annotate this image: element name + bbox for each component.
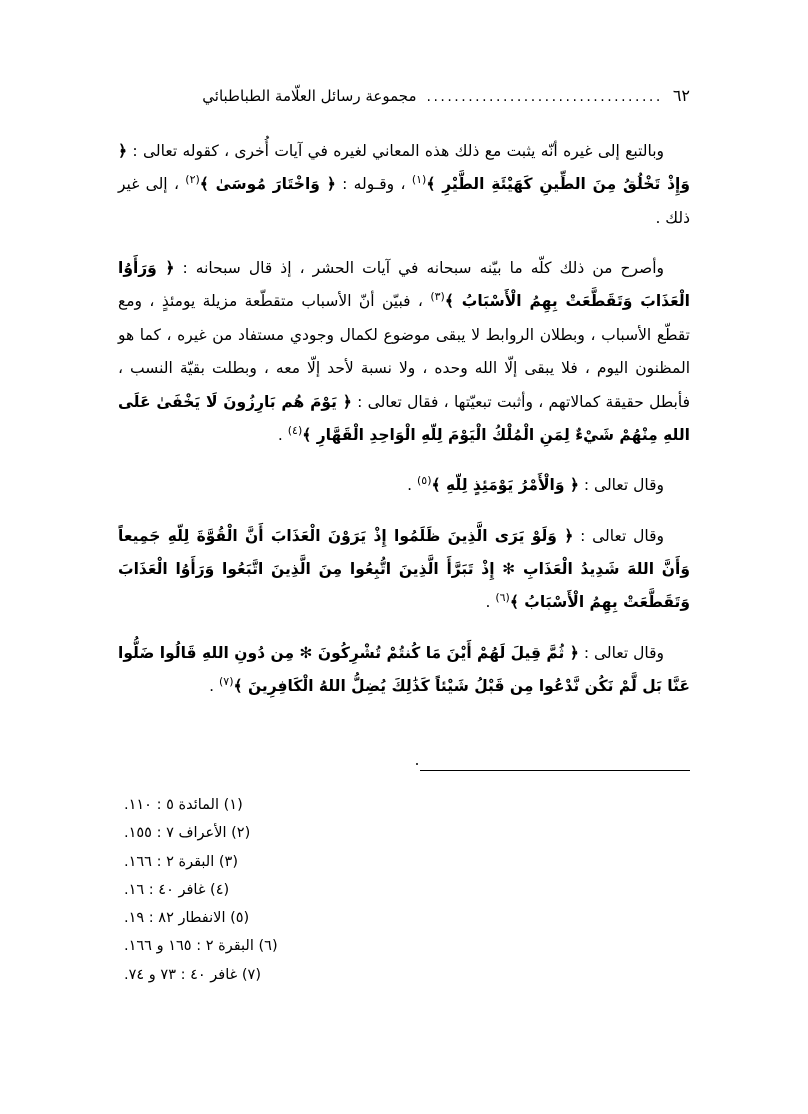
- footnote-marker: (٢): [226, 825, 251, 842]
- quran-quote: ﴿ يَوْمَ هُم بَارِزُونَ لَا يَخْفَىٰ عَلَى اللهِ مِنْهُمْ شَيْءٌ لِمَنِ الْمُلْكُ الْيَوْمَ لِلّهِ الْوَاحِدِ الْقَهَّارِ ﴾: [118, 392, 690, 444]
- text-run: وبالتبع إلى غيره أنّه يثبت مع ذلك هذه المعاني لغيره في آيات أُخرى ، كقوله تعالى :: [127, 142, 664, 160]
- footnote-marker: (٧): [237, 966, 261, 983]
- footnote-reference: (١): [411, 173, 427, 187]
- text-run: وقال تعالى :: [578, 643, 664, 662]
- footnote-text: الأعراف ٧ : ١٥٥.: [124, 825, 227, 842]
- footnote-item: [118, 904, 690, 932]
- footnote-text: غافر ٤٠ : ١٦.: [124, 881, 206, 898]
- footnote-list: [118, 791, 690, 989]
- text-run: .: [209, 677, 219, 696]
- footnote-marker: (١): [219, 797, 243, 813]
- footnote-reference: (٢): [185, 173, 200, 187]
- quran-quote: ﴿ وَرَأَوُا الْعَذَابَ وَتَقَطَّعَتْ بِهِمُ الْأَسْبَابُ ﴾: [118, 259, 690, 311]
- footnote-separator-dot: [416, 763, 418, 765]
- footnote-reference: (٥): [416, 474, 432, 488]
- quran-quote: ﴿ وَاخْتَارَ مُوسَىٰ ﴾: [199, 175, 336, 194]
- text-run: .: [277, 425, 288, 444]
- footnote-marker: (٦): [253, 938, 278, 955]
- text-run: ، وقـوله :: [335, 175, 412, 194]
- footnote-text: المائدة ٥ : ١١٠.: [124, 797, 219, 813]
- text-run: .: [407, 476, 417, 495]
- footnote-text: غافر ٤٠ : ٧٣ و ٧٤.: [124, 966, 238, 983]
- footnote-marker: (٣): [214, 853, 239, 870]
- footnote-marker: (٤): [205, 881, 230, 898]
- footnote-item: [118, 876, 690, 904]
- footnote-item: [118, 932, 690, 960]
- footnote-item: [118, 848, 690, 876]
- footnote-text: البقرة ٢ : ١٦٥ و ١٦٦.: [124, 938, 254, 955]
- footnote-marker: (٥): [225, 910, 250, 927]
- text-run: وأصرح من ذلك كلّه ما بيّنه سبحانه في آيات الحشر ، إذ قال سبحانه :: [174, 259, 664, 278]
- footnote-item: [118, 819, 690, 847]
- paragraph-3: [118, 469, 690, 502]
- running-header: [118, 86, 690, 105]
- page-number: ٦٢: [672, 86, 690, 105]
- footnote-item: [118, 961, 690, 989]
- quran-quote: ﴿ وَإِذْ تَخْلُقُ مِنَ الطِّينِ كَهَيْئَةِ الطَّيْرِ ﴾: [118, 142, 690, 194]
- footnote-reference: (٣): [430, 290, 445, 304]
- footnote-item: [118, 791, 690, 819]
- body-text: [118, 135, 690, 704]
- quran-quote: ﴿ ثُمَّ قِيلَ لَهُمْ أَيْنَ مَا كُنتُمْ تُشْرِكُونَ ✻ مِن دُونِ اللهِ قَالُوا ضَلُّوا عَنَّا بَل لَّمْ نَكُن نَّدْعُوا مِن قَبْلُ شَيْئاً كَذَٰلِكَ يُضِلُّ اللهُ الْكَافِرِينَ ﴾: [118, 643, 690, 696]
- footnote-reference: (٧): [218, 675, 234, 689]
- quran-quote: ﴿ وَلَوْ يَرَى الَّذِينَ ظَلَمُوا إِذْ يَرَوْنَ الْعَذَابَ أَنَّ الْقُوَّةَ لِلّهِ جَمِيعاً وَأَنَّ اللهَ شَدِيدُ الْعَذَابِ ✻ إِذْ تَبَرَّأَ الَّذِينَ اتُّبِعُوا مِنَ الَّذِينَ اتَّبَعُوا وَرَأَوُا الْعَذَابَ وَتَقَطَّعَتْ بِهِمُ الْأَسْبَابُ ﴾: [118, 526, 690, 612]
- text-run: وقال تعالى :: [573, 526, 664, 545]
- header-dot-leader: ..................................: [426, 89, 663, 105]
- footnote-text: الانفطار ٨٢ : ١٩.: [124, 910, 226, 927]
- quran-quote: ﴿ وَالْأَمْرُ يَوْمَئِذٍ لِلّهِ ﴾: [431, 476, 579, 495]
- footnote-reference: (٦): [495, 591, 510, 605]
- footnote-text: البقرة ٢ : ١٦٦.: [124, 853, 215, 870]
- footnote-rule-wrap: [118, 770, 690, 777]
- paragraph-5: [118, 637, 690, 704]
- header-title: مجموعة رسائل العلّامة الطباطبائي: [202, 87, 417, 105]
- footnote-rule: [420, 770, 690, 771]
- paragraph-2: [118, 252, 690, 452]
- paragraph-1: [118, 135, 690, 235]
- footnote-reference: (٤): [287, 423, 303, 437]
- text-run: .: [485, 593, 496, 612]
- page-content: [118, 86, 690, 721]
- paragraph-4: [118, 520, 690, 620]
- text-run: ، فبيّن أنّ الأسباب متقطّعة مزيلة يومئذٍ ، ومع تقطّع الأسباب ، وبطلان الروابط لا يبقى موضوع لكمال وجودي مستفاد من غيره ، كما هو المظنون اليوم ، فلا يبقى إلّا الله وحده ، ولا نسبة لأحد إلّا معه ، وبطلت بقيّة النسب ، فأبطل حقيقة كمالاتهم ، وأثبت تبعيّتها ، فقال تعالى :: [118, 292, 690, 411]
- text-run: ، إلى غير ذلك .: [118, 175, 690, 227]
- text-run: وقال تعالى :: [578, 476, 664, 495]
- footnotes-section: [118, 770, 690, 989]
